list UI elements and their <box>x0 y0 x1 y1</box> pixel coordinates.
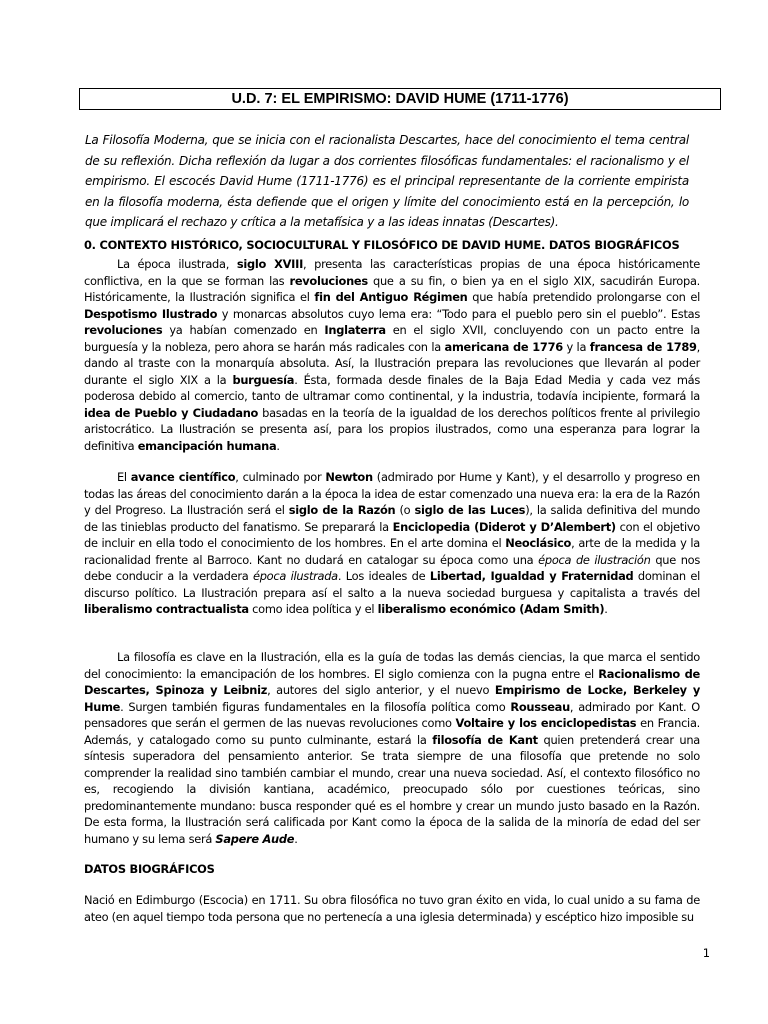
abstract-paragraph: La Filosofía Moderna, que se inicia con el racionalista Descartes, hace del conocimiento el tema central de su reflexión. Dicha reflexión da lugar a dos corrientes filosóficas fundamentales: el racionalismo y el empirismo. El escocés David Hume (1711-1776) es el principal representante de la corriente empirista en la filosofía moderna, ésta defiende que el origen y límite del conocimiento está en la percepción, lo que implicará el rechazo y crítica a la metafísica y a las ideas innatas (Descartes). <box>85 133 689 229</box>
emphasis-text: Inglaterra <box>324 323 386 337</box>
emphasis-text: fin del Antiguo Régimen <box>314 290 468 304</box>
emphasis-text: liberalismo económico (Adam Smith) <box>377 602 605 616</box>
document-title: U.D. 7: EL EMPIRISMO: DAVID HUME (1711-1776) <box>79 88 721 110</box>
emphasis-text: Despotismo Ilustrado <box>84 306 218 321</box>
emphasis-text: Libertad, Igualdad y Fraternidad <box>429 569 634 583</box>
biography-heading: DATOS BIOGRÁFICOS <box>84 862 215 876</box>
emphasis-text: Racionalismo de Descartes, Spinoza y Leibniz <box>84 666 700 697</box>
page-number: 1 <box>702 946 710 960</box>
paragraph-text: La época ilustrada, siglo XVIII, presenta las características propias de una época históricamente conflictiva, en la que se forman las revoluciones que a su fin, o bien ya en el siglo XIX, sacudirán Europa. Históricamente, la Ilustración significa el fin del Antiguo Régimen que había pretendido prolongarse con el Despotismo Ilustrado y monarcas absolutos cuyo lema era: “Todo para el pueblo pero sin el pueblo”. Estas revoluciones ya habían comenzado en Inglaterra en el siglo XVII, concluyendo con un pacto entre la burguesía y la nobleza, pero ahora se harán más radicales con la americana de 1776 y la francesa de 1789, dando al traste con la monarquía absoluta. Así, la Ilustración prepara las revoluciones que llevarán al poder durante el siglo XIX a la burguesía. Ésta, formada desde finales de la Baja Edad Media y cada vez más poderosa debido al comercio, tanto de ultramar como continental, y la industria, todavía incipiente, formará la idea de Pueblo y Ciudadano basadas en la teoría de la igualdad de los derechos políticos frente al privilegio aristocrático. La Ilustración se presenta así, para los propios ilustrados, como una esperanza para lograr la definitiva emancipación humana. <box>84 257 701 453</box>
emphasis-text: Rousseau <box>510 699 570 714</box>
emphasis-text: emancipación humana <box>137 438 277 453</box>
paragraph-1 <box>84 256 700 454</box>
emphasis-text: idea de Pueblo y Ciudadano <box>84 405 259 420</box>
emphasis-text: Enciclopedia (Diderot y D’Alembert) <box>392 519 616 534</box>
emphasis-text: francesa de 1789 <box>589 339 697 354</box>
paragraph-text: El avance científico, culminado por Newton (admirado por Hume y Kant), y el desarrollo y progreso en todas las áreas del conocimiento darán a la época la idea de estar comenzado una nueva era: la era de la Razón y del Progreso. La Ilustración será el siglo de la Razón (o siglo de las Luces), la salida definitiva del mundo de las tinieblas producto del fanatismo. Se preparará la Enciclopedia (Diderot y D’Alembert) con el objetivo de incluir en ella todo el conocimiento de los hombres. En el arte domina el Neoclásico, arte de la medida y la racionalidad frente al Barroco. Kant no dudará en catalogar su época como una época de ilustración que nos debe conducir a la verdadera época ilustrada. Los ideales de Libertad, Igualdad y Fraternidad dominan el discurso político. La Ilustración prepara así el salto a la nueva sociedad burguesa y capitalista a través del liberalismo contractualista como idea política y el liberalismo económico (Adam Smith). <box>84 470 700 616</box>
paragraph-text: Nació en Edimburgo (Escocia) en 1711. Su obra filosófica no tuvo gran éxito en vida, lo cual unido a su fama de ateo (en aquel tiempo toda persona que no pertenecía a una iglesia determinada) y escéptico hizo imposible su <box>84 893 700 924</box>
emphasis-text: siglo de las Luces <box>414 503 526 517</box>
emphasis-text: Newton <box>325 470 373 484</box>
section-heading: 0. CONTEXTO HISTÓRICO, SOCIOCULTURAL Y FILOSÓFICO DE DAVID HUME. DATOS BIOGRÁFICOS <box>84 238 680 252</box>
emphasis-text: liberalismo contractualista <box>84 602 249 616</box>
emphasis-text: filosofía de Kant <box>432 732 538 747</box>
emphasis-text: Empirismo de Locke, Berkeley y Hume <box>84 683 701 714</box>
emphasis-text: siglo de la Razón <box>288 503 396 517</box>
emphasis-text: avance científico <box>130 470 236 484</box>
emphasis-text: Voltaire y los enciclopedistas <box>455 716 637 730</box>
paragraph-3 <box>84 649 700 847</box>
emphasis-text: burguesía <box>232 372 295 387</box>
paragraph-4 <box>84 892 700 925</box>
emphasis-text: americana de 1776 <box>444 339 563 354</box>
emphasis-text: Sapere Aude <box>215 831 295 846</box>
emphasis-text: revoluciones <box>84 323 163 337</box>
paragraph-2 <box>84 469 700 618</box>
emphasis-text: época ilustrada <box>252 569 338 583</box>
paragraph-text: La filosofía es clave en la Ilustración, ella es la guía de todas las demás ciencias, la que marca el sentido del conocimiento: la emancipación de los hombres. El siglo comienza con la pugna entre el Racionalismo de Descartes, Spinoza y Leibniz, autores del siglo anterior, y el nuevo Empirismo de Locke, Berkeley y Hume. Surgen también figuras fundamentales en la filosofía política como Rousseau, admirado por Kant. O pensadores que serán el germen de las nuevas revoluciones como Voltaire y los enciclopedistas en Francia. Además, y catalogado como su punto culminante, estará la filosofía de Kant quien pretenderá crear una síntesis superadora del pensamiento anterior. Se trata siempre de una filosofía que pretende no solo comprender la realidad sino también cambiar el mundo, crear una nueva sociedad. Así, el contexto filosófico no es, recogiendo la división kantiana, académico, preocupado sólo por cuestiones teóricas, sino predominantemente mundano: busca responder qué es el hombre y crear un mundo justo basado en la Razón. De esta forma, la Ilustración será calificada por Kant como la época de la salida de la minoría de edad del ser humano y su lema será Sapere Aude. <box>84 650 701 846</box>
emphasis-text: Neoclásico <box>505 536 572 550</box>
emphasis-text: siglo XVIII <box>236 257 304 271</box>
emphasis-text: época de ilustración <box>538 552 651 567</box>
emphasis-text: revoluciones <box>289 273 368 288</box>
